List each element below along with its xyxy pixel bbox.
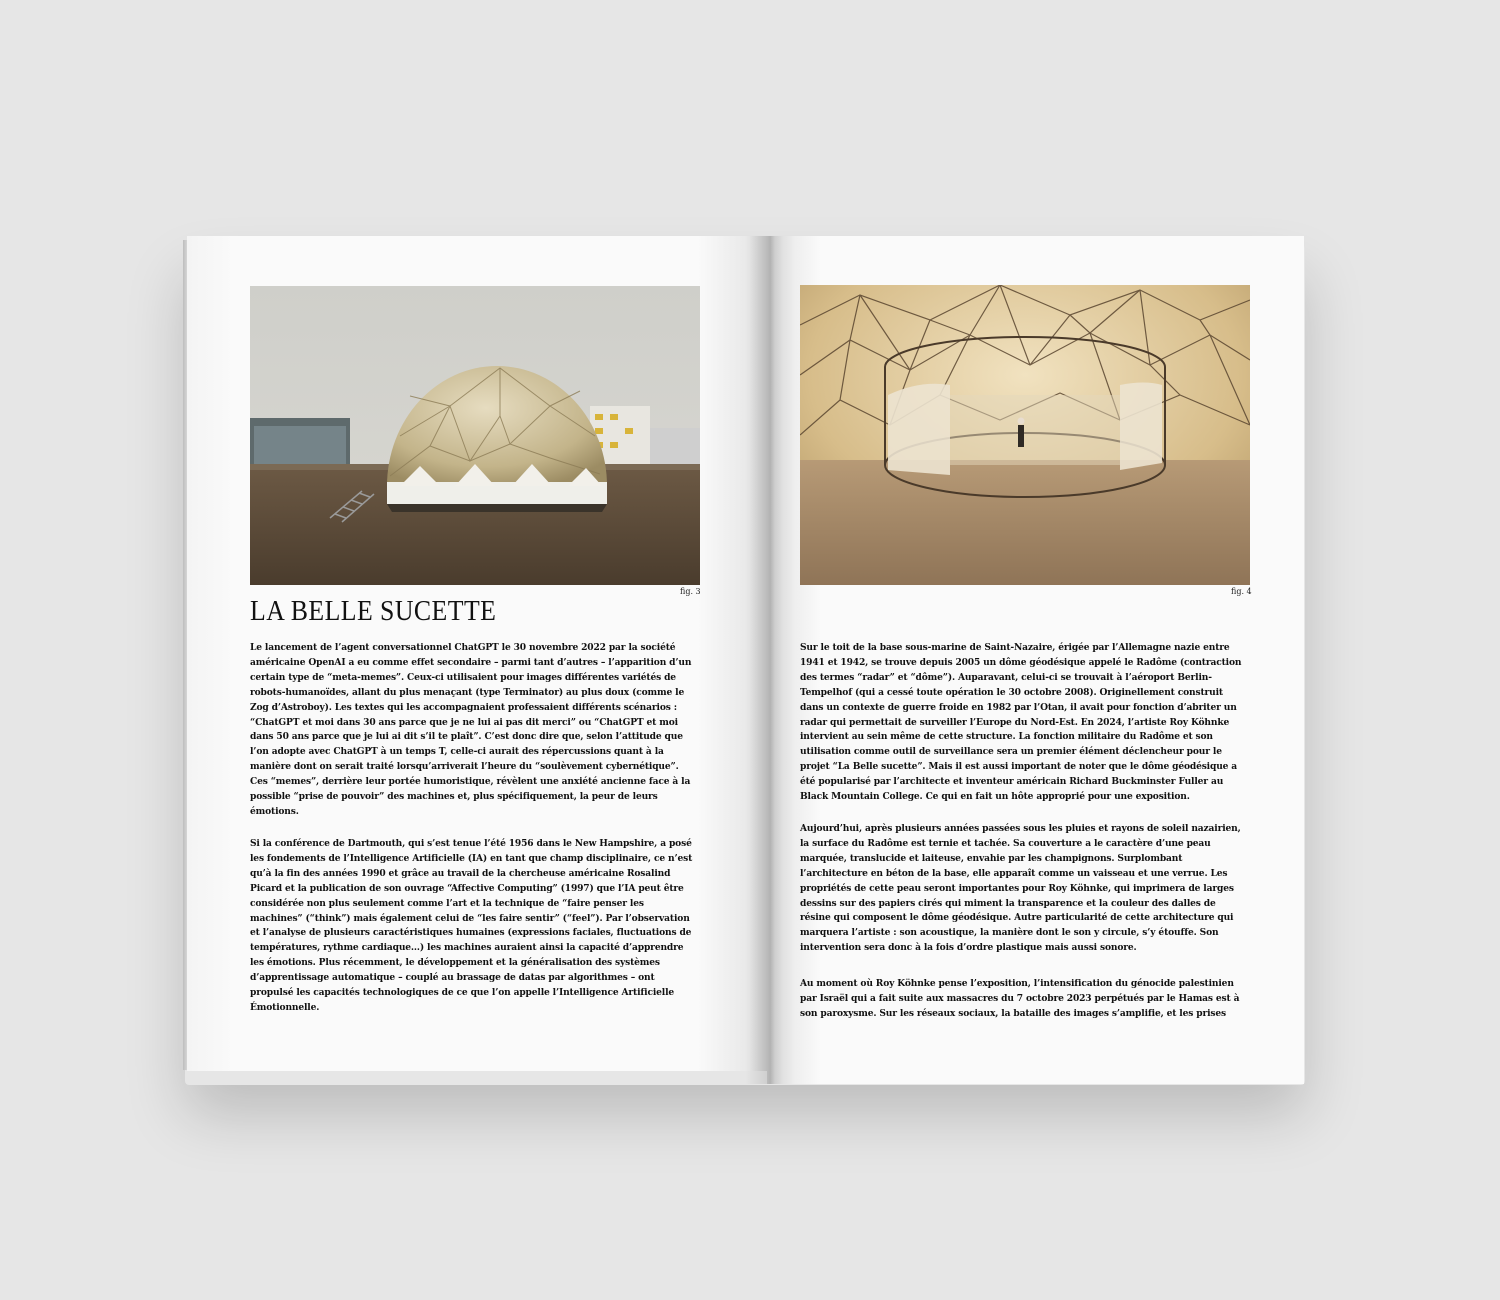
right-paragraph-2: Aujourd’hui, après plusieurs années passées sous les pluies et rayons de soleil nazairien, la surface du Radôme est ternie et tachée. Sa couverture a le caractère d’une peau marquée, translucide et laiteuse, envahie par les champignons. Surplombant l’architecture en béton de la base, elle apparaît comme un vaisseau et une verrue. Les propriétés de cette peau seront importantes pour Roy Köhnke, qui imprimera de larges dessins sur des papiers cirés qui miment la transparence et la couleur des dalles de résine qui composent le dôme géodésique. Autre particularité de cette architecture qui marquera l’artiste : son acoustique, la manière dont le son y circule, s’y étouffe. Son intervention sera donc à la fois d’ordre plastique mais aussi sonore. [800,823,1241,954]
dome-exterior-photo [250,286,700,585]
spine-gutter [745,236,795,1084]
right-paragraph-3: Au moment où Roy Köhnke pense l’exposition, l’intensification du génocide palestinien par Israël qui a fait suite aux massacres du 7 octobre 2023 perpétués par le Hamas est à son paroxysme. Sur les réseaux sociaux, la bataille des images s’amplifie, et les prises [800,978,1240,1019]
left-paragraph-1: Le lancement de l’agent conversationnel ChatGPT le 30 novembre 2022 par la société américaine OpenAI a eu comme effet secondaire – parmi tant d’autres – l’apparition d’un certain type de “meta-memes”. Ceux-ci utilisaient pour images différentes variétés de robots-humanoïdes, allant du plus menaçant (type Terminator) au plus doux (comme le Zog d’Astroboy). Les textes qui les accompagnaient professaient différents scénarios : “ChatGPT et moi dans 30 ans parce que je ne lui ai pas dit merci” ou “ChatGPT et moi dans 50 ans parce que je lui ai dit s’il te plaît”. C’est donc dire que, selon l’attitude que l’on adopte avec ChatGPT à un temps T, celle-ci aurait des répercussions quant à la manière dont on serait traité lorsqu’arriverait l’heure du “soulèvement cybernétique”. Ces “memes”, derrière leur portée humoristique, révèlent une anxiété ancienne face à la possible “prise de pouvoir” des machines et, plus spécifiquement, la peur de leurs émotions. [250,642,692,817]
left-paragraph-2: Si la conférence de Dartmouth, qui s’est tenue l’été 1956 dans le New Hampshire, a posé les fondements de l’Intelligence Artificielle (IA) en tant que champ disciplinaire, ce n’est qu’à la fin des années 1990 et grâce au travail de la chercheuse américaine Rosalind Picard et la publication de son ouvrage “Affective Computing” (1997) que l’IA peut être considérée non plus seulement comme l’art et la technique de “faire penser les machines” (“think”) mais également celui de “les faire sentir” (“feel”). Par l’observation et l’analyse de plusieurs caractéristiques humaines (expressions faciales, fluctuations de températures, rythme cardiaque…) les machines auraient ainsi la capacité d’apprendre les émotions. Plus récemment, le développement et la généralisation des systèmes d’apprentissage automatique – couplé au brassage de datas par algorithmes – ont propulsé les capacités technologiques de ce que l’on appelle l’Intelligence Artificielle Émotionnelle. [250,838,693,1013]
figure-label-4: fig. 4 [1231,587,1252,596]
dome-interior-photo [800,285,1250,585]
figure-label-3: fig. 3 [680,587,701,596]
article-title: LA BELLE SUCETTE [250,596,497,627]
right-paragraph-1: Sur le toit de la base sous-marine de Saint-Nazaire, érigée par l’Allemagne nazie entre 1941 et 1942, se trouve depuis 2005 un dôme géodésique appelé le Radôme (contraction des termes “radar” et “dôme”). Auparavant, celui-ci se trouvait à l’aéroport Berlin-Tempelhof (qui a cessé toute opération le 30 octobre 2008). Originellement construit dans un contexte de guerre froide en 1982 par l’Otan, il avait pour fonction d’abriter un radar qui permettait de surveiller l’Europe du Nord-Est. En 2024, l’artiste Roy Köhnke intervient au sein même de cette structure. La fonction militaire du Radôme et son utilisation comme outil de surveillance sera un premier élément déclencheur pour le projet “La Belle sucette”. Mais il est aussi important de noter que le dôme géodésique a été popularisé par l’architecte et inventeur américain Richard Buckminster Fuller au Black Mountain College. Ce qui en fait un hôte approprié pour une exposition. [800,642,1242,803]
